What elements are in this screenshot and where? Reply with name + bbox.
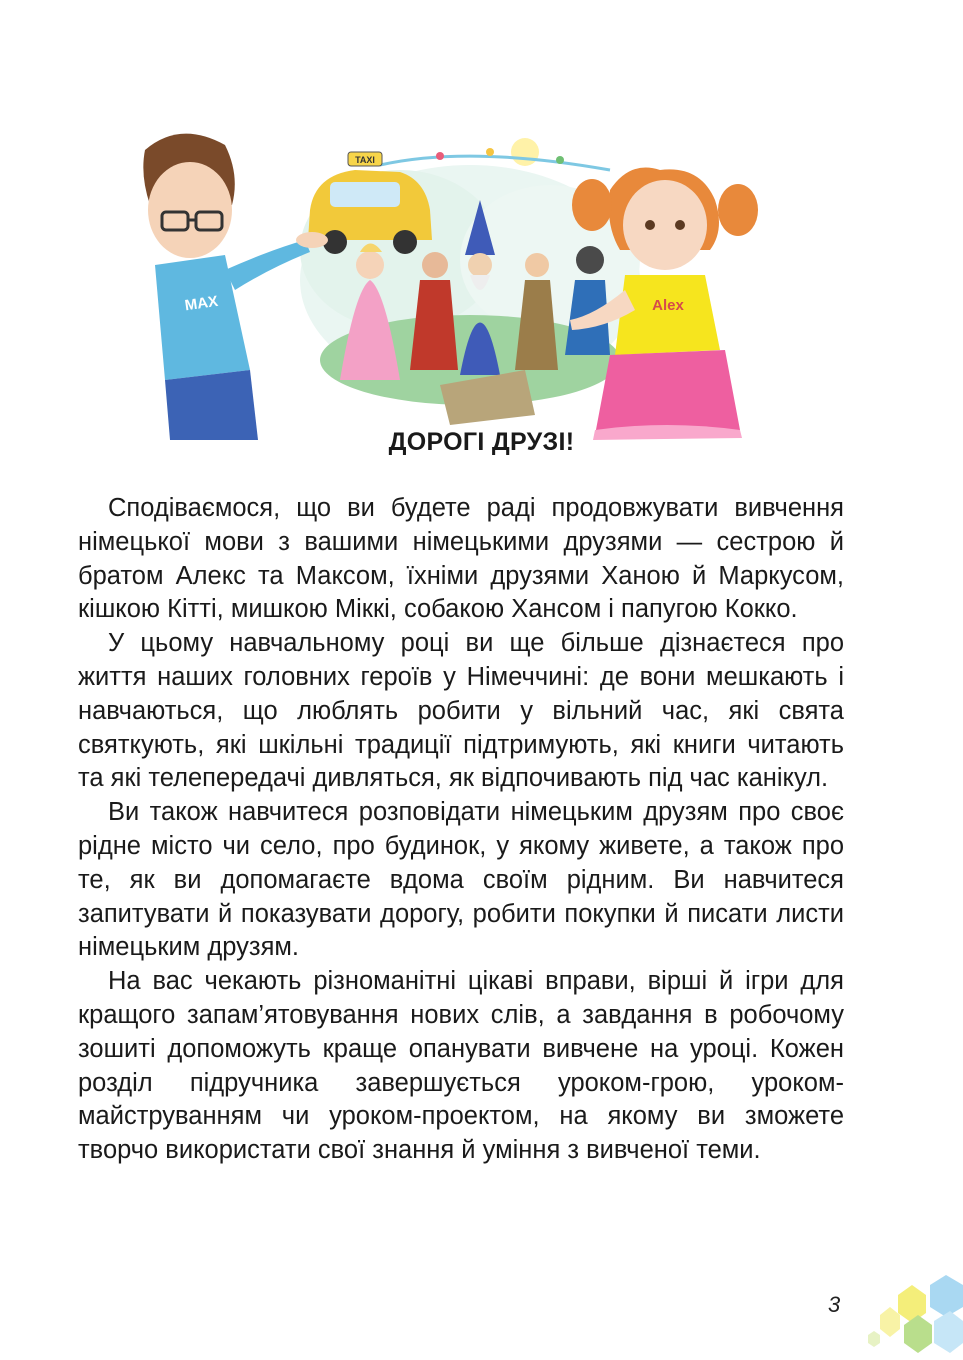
hexagon-decoration	[860, 1255, 963, 1360]
page-number: 3	[828, 1292, 841, 1317]
girl-shirt-label: Alex	[652, 297, 684, 314]
paragraph-3: Ви також навчитеся розповідати німецьким друзям про своє рідне місто чи село, про будинок, у якому живете, а також про те, як ви допомагаєте вдома своїм рідним. Ви навчитеся запитувати й показувати дорогу, робити покупки й писати листи німецьким друзям.	[78, 798, 844, 962]
boy-shirt-label: MAX	[183, 292, 220, 315]
illustration	[140, 130, 830, 440]
page-heading: ДОРОГІ ДРУЗІ!	[388, 428, 575, 456]
paragraph-4: На вас чекають різноманітні цікаві вправи, вірші й ігри для кращого запам’ятовування нових слів, а завдання в робочому зошиті допоможуть краще опанувати вивчене на уроці. Кожен розділ підручника завершується уроком-грою, уроком-майструванням чи уроком-проектом, на якому ви зможете творчо використати свої знання й уміння з вивченої теми.	[78, 967, 844, 1165]
body-text	[78, 492, 844, 1168]
paragraph-1: Сподіваємося, що ви будете раді продовжувати вивчення німецької мови з вашими німецькими друзями — сестрою й братом Алекс та Максом, їхніми друзями Ханою й Маркусом, кішкою Кітті, мишкою Міккі, собакою Хансом і папугою Кокко.	[78, 494, 844, 624]
paragraph-2: У цьому навчальному році ви ще більше дізнаєтеся про життя наших головних героїв у Німеччині: де вони мешкають і навчаються, що люблять робити у вільний час, які свята святкують, які шкільні традиції підтримують, які книги читають та які телепередачі дивляться, як відпочивають під час канікул.	[78, 629, 844, 793]
taxi-sign: TAXI	[355, 155, 375, 165]
